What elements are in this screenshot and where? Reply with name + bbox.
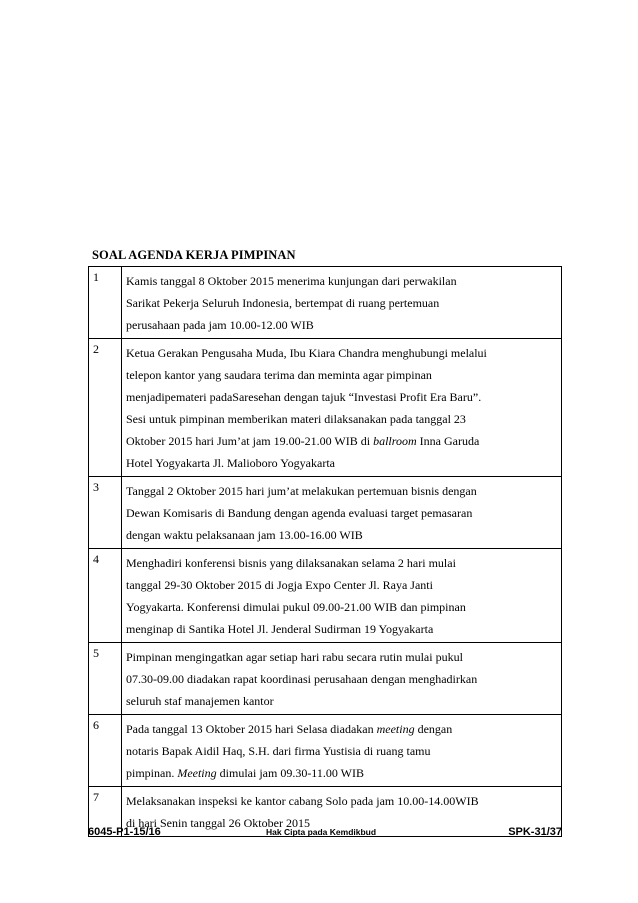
- agenda-description-line: Sarikat Pekerja Seluruh Indonesia, bertempat di ruang pertemuan: [126, 296, 440, 310]
- agenda-description-line: Yogyakarta. Konferensi dimulai pukul 09.00-21.00 WIB dan pimpinan: [126, 600, 466, 614]
- agenda-description-line: tanggal 29-30 Oktober 2015 di Jogja Expo Center Jl. Raya Janti: [126, 578, 433, 592]
- agenda-number: 2: [89, 339, 122, 477]
- agenda-description-line: Hotel Yogyakarta Jl. Malioboro Yogyakarta: [126, 456, 335, 470]
- agenda-description-line: seluruh staf manajemen kantor: [126, 694, 274, 708]
- agenda-description: [122, 643, 562, 715]
- agenda-description-line: Tanggal 2 Oktober 2015 hari jum’at melakukan pertemuan bisnis dengan: [126, 484, 477, 498]
- agenda-description-line: pimpinan. Meeting dimulai jam 09.30-11.00 WIB: [126, 766, 364, 780]
- page-title: SOAL AGENDA KERJA PIMPINAN: [92, 248, 296, 262]
- agenda-description-line: notaris Bapak Aidil Haq, S.H. dari firma Yustisia di ruang tamu: [126, 744, 431, 758]
- agenda-table: [88, 266, 562, 837]
- agenda-table-body: [89, 267, 562, 837]
- agenda-row: [89, 549, 562, 643]
- agenda-description-line: Kamis tanggal 8 Oktober 2015 menerima kunjungan dari perwakilan: [126, 274, 457, 288]
- agenda-number: 5: [89, 643, 122, 715]
- agenda-description-line: Sesi untuk pimpinan memberikan materi dilaksanakan pada tanggal 23: [126, 412, 466, 426]
- agenda-row: [89, 643, 562, 715]
- agenda-row: [89, 339, 562, 477]
- agenda-description-line: dengan waktu pelaksanaan jam 13.00-16.00 WIB: [126, 528, 363, 542]
- agenda-number: 6: [89, 715, 122, 787]
- footer-copyright: Hak Cipta pada Kemdikbud: [266, 827, 377, 837]
- agenda-number: 7: [89, 787, 122, 837]
- footer-page-number: SPK-31/37: [508, 826, 562, 838]
- agenda-description: [122, 267, 562, 339]
- agenda-description-line: Oktober 2015 hari Jum’at jam 19.00-21.00 WIB di ballroom Inna Garuda: [126, 434, 480, 448]
- agenda-number: 3: [89, 477, 122, 549]
- agenda-row: [89, 477, 562, 549]
- agenda-description-line: 07.30-09.00 diadakan rapat koordinasi perusahaan dengan menghadirkan: [126, 672, 478, 686]
- agenda-description-line: Dewan Komisaris di Bandung dengan agenda evaluasi target pemasaran: [126, 506, 473, 520]
- agenda-description: [122, 549, 562, 643]
- agenda-row: [89, 267, 562, 339]
- agenda-description-line: Pimpinan mengingatkan agar setiap hari rabu secara rutin mulai pukul: [126, 650, 463, 664]
- agenda-description: [122, 339, 562, 477]
- agenda-description: [122, 715, 562, 787]
- agenda-number: 4: [89, 549, 122, 643]
- agenda-row: [89, 715, 562, 787]
- agenda-description-line: Pada tanggal 13 Oktober 2015 hari Selasa diadakan meeting dengan: [126, 722, 453, 736]
- agenda-description-line: Menghadiri konferensi bisnis yang dilaksanakan selama 2 hari mulai: [126, 556, 456, 570]
- agenda-description-line: Melaksanakan inspeksi ke kantor cabang Solo pada jam 10.00-14.00WIB: [126, 794, 479, 808]
- agenda-description-line: telepon kantor yang saudara terima dan meminta agar pimpinan: [126, 368, 432, 382]
- agenda-description-line: perusahaan pada jam 10.00-12.00 WIB: [126, 318, 314, 332]
- agenda-description: [122, 477, 562, 549]
- footer-code: 6045-P1-15/16: [88, 826, 161, 838]
- agenda-number: 1: [89, 267, 122, 339]
- agenda-description-line: Ketua Gerakan Pengusaha Muda, Ibu Kiara Chandra menghubungi melalui: [126, 346, 487, 360]
- agenda-description-line: di hari Senin tanggal 26 Oktober 2015: [126, 816, 310, 830]
- agenda-description-line: menjadipemateri padaSaresehan dengan tajuk “Investasi Profit Era Baru”.: [126, 390, 482, 404]
- agenda-description-line: menginap di Santika Hotel Jl. Jenderal Sudirman 19 Yogyakarta: [126, 622, 434, 636]
